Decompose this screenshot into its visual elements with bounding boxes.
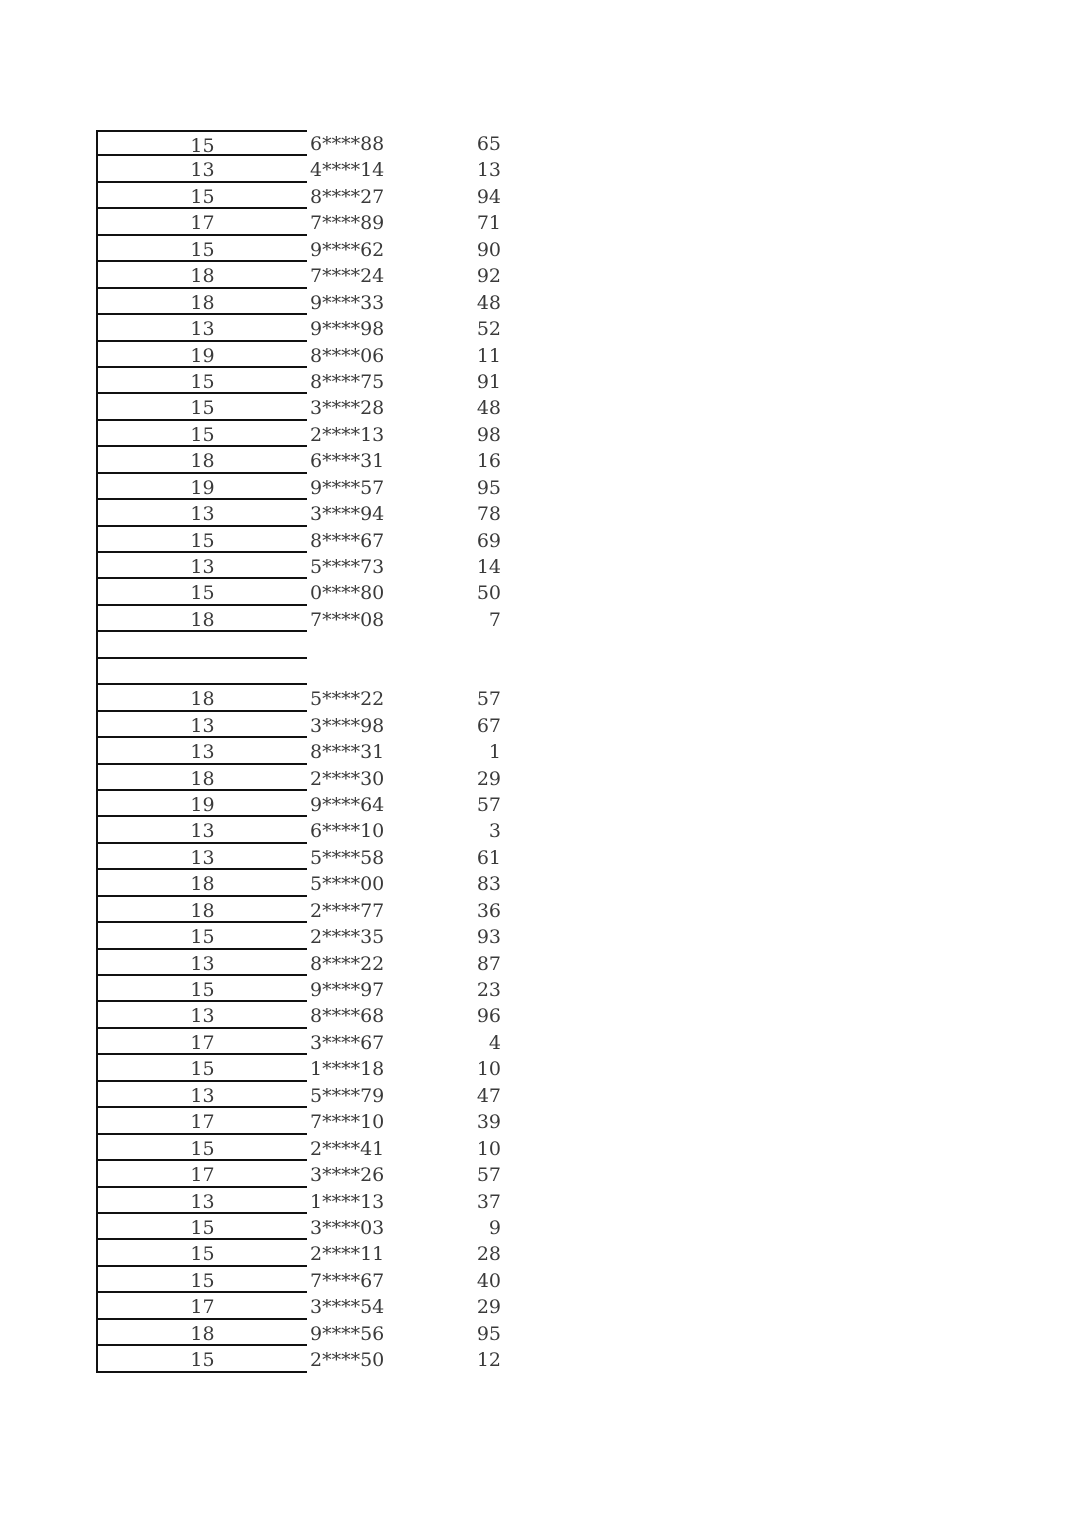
cell-value: 48: [476, 291, 501, 314]
table-row: [96, 236, 516, 262]
cell-prefix: 18: [96, 897, 307, 923]
cell-prefix: 15: [96, 421, 307, 447]
cell-value: 11: [476, 344, 501, 367]
cell-prefix: 15: [96, 1214, 307, 1240]
cell-masked-number: 9****62: [310, 238, 385, 261]
cell-masked-number: 3****98: [310, 714, 385, 737]
cell-masked-number: 5****79: [310, 1084, 385, 1107]
table-row: [96, 659, 516, 685]
cell-prefix: 17: [96, 1108, 307, 1134]
cell-masked-number: 6****88: [310, 133, 385, 155]
cell-prefix: 19: [96, 791, 307, 817]
cell-masked-number: 7****10: [310, 1111, 385, 1134]
cell-masked-number: 8****67: [310, 529, 385, 552]
cell-masked-number: 5****22: [310, 688, 385, 711]
cell-value: 93: [476, 926, 501, 949]
cell-masked-number: 8****27: [310, 185, 385, 208]
cell-value: 57: [476, 688, 501, 711]
cell-value: 50: [476, 582, 501, 605]
table-row: [96, 553, 516, 579]
cell-value: 69: [476, 529, 501, 552]
cell-prefix: 13: [96, 950, 307, 976]
cell-prefix: 18: [96, 447, 307, 473]
table-row: [96, 712, 516, 738]
cell-prefix: 15: [96, 579, 307, 605]
cell-prefix: 18: [96, 262, 307, 288]
table-row: [96, 685, 516, 711]
table-row: [96, 923, 516, 949]
cell-masked-number: 7****89: [310, 212, 385, 235]
table-row: [96, 156, 516, 182]
cell-masked-number: [310, 659, 420, 685]
cell-masked-number: 4****14: [310, 159, 385, 182]
cell-masked-number: 2****41: [310, 1137, 385, 1160]
cell-prefix: 17: [96, 1161, 307, 1187]
table-row: [96, 209, 516, 235]
table-row: [96, 289, 516, 315]
cell-prefix: 15: [96, 1267, 307, 1293]
cell-prefix: 15: [96, 976, 307, 1002]
table-row: [96, 579, 516, 605]
cell-masked-number: 2****11: [310, 1243, 385, 1266]
cell-masked-number: 3****28: [310, 397, 385, 420]
table-row: [96, 421, 516, 447]
cell-masked-number: 5****73: [310, 556, 385, 578]
table-row: [96, 447, 516, 473]
table-row: [96, 1214, 516, 1240]
cell-prefix: 13: [96, 1002, 307, 1028]
cell-prefix: 13: [96, 844, 307, 870]
spreadsheet-table: [96, 130, 516, 1373]
cell-value: 87: [476, 952, 501, 975]
table-row: [96, 897, 516, 923]
table-row: [96, 1267, 516, 1293]
cell-prefix: 13: [96, 156, 307, 182]
cell-prefix: 13: [96, 1082, 307, 1108]
cell-prefix: 17: [96, 1029, 307, 1055]
cell-prefix: 13: [96, 712, 307, 738]
table-row: [96, 342, 516, 368]
cell-value: 57: [476, 1164, 501, 1187]
table-row: [96, 500, 516, 526]
cell-value: 14: [476, 556, 501, 578]
cell-masked-number: 5****58: [310, 846, 385, 869]
cell-prefix: 18: [96, 606, 307, 632]
table-row: [96, 1002, 516, 1028]
cell-value: 36: [476, 899, 501, 922]
cell-value: 29: [476, 767, 501, 790]
cell-prefix: 18: [96, 289, 307, 315]
table-row: [96, 1346, 516, 1372]
cell-value: 91: [476, 370, 501, 393]
cell-prefix: 15: [96, 1055, 307, 1081]
cell-prefix: 13: [96, 553, 307, 579]
cell-value: 48: [476, 397, 501, 420]
cell-masked-number: 3****26: [310, 1164, 385, 1187]
cell-prefix: 15: [96, 394, 307, 420]
cell-masked-number: 2****35: [310, 926, 385, 949]
cell-value: 39: [476, 1111, 501, 1134]
table-row: [96, 1029, 516, 1055]
cell-prefix: 17: [96, 209, 307, 235]
table-row: [96, 315, 516, 341]
cell-value: 12: [476, 1349, 501, 1372]
cell-value: 3: [488, 820, 501, 843]
table-row: [96, 1161, 516, 1187]
cell-prefix: 18: [96, 765, 307, 791]
cell-masked-number: 9****56: [310, 1322, 385, 1345]
cell-value: 10: [476, 1137, 501, 1160]
cell-value: 94: [476, 185, 501, 208]
cell-value: 29: [476, 1296, 501, 1319]
cell-value: 65: [476, 133, 501, 155]
cell-masked-number: 2****13: [310, 423, 385, 446]
cell-prefix: 13: [96, 738, 307, 764]
cell-prefix: 15: [96, 527, 307, 553]
cell-masked-number: 0****80: [310, 582, 385, 605]
table-row: [96, 1240, 516, 1266]
cell-prefix: 15: [96, 1346, 307, 1372]
cell-value: 37: [476, 1190, 501, 1213]
table-row: [96, 870, 516, 896]
cell-prefix: 15: [96, 1240, 307, 1266]
table-row: [96, 1293, 516, 1319]
cell-masked-number: 3****94: [310, 503, 385, 526]
cell-masked-number: [310, 632, 420, 658]
cell-value: 57: [476, 793, 501, 816]
cell-masked-number: 6****31: [310, 450, 385, 473]
cell-value: 47: [476, 1084, 501, 1107]
cell-prefix: 15: [96, 368, 307, 394]
cell-masked-number: 8****75: [310, 370, 385, 393]
cell-value: 96: [476, 1005, 501, 1028]
cell-value: 7: [488, 608, 501, 631]
cell-prefix: 13: [96, 315, 307, 341]
cell-value: 13: [476, 159, 501, 182]
cell-masked-number: 2****77: [310, 899, 385, 922]
cell-masked-number: 9****98: [310, 318, 385, 341]
table-row: [96, 1320, 516, 1346]
cell-prefix: 18: [96, 1320, 307, 1346]
cell-value: 1: [488, 741, 501, 764]
cell-masked-number: 1****18: [310, 1058, 385, 1081]
cell-prefix: 15: [96, 236, 307, 262]
table-row: [96, 950, 516, 976]
cell-masked-number: 8****06: [310, 344, 385, 367]
cell-masked-number: 8****22: [310, 952, 385, 975]
table-row: [96, 394, 516, 420]
cell-prefix: 15: [96, 923, 307, 949]
table-row: [96, 527, 516, 553]
cell-masked-number: 3****54: [310, 1296, 385, 1319]
cell-masked-number: 2****50: [310, 1349, 385, 1372]
table-row: [96, 844, 516, 870]
cell-prefix: [96, 632, 307, 658]
cell-masked-number: 9****64: [310, 793, 385, 816]
cell-masked-number: 3****67: [310, 1031, 385, 1054]
cell-masked-number: 1****13: [310, 1190, 385, 1213]
cell-masked-number: 9****57: [310, 476, 385, 499]
table-row: [96, 368, 516, 394]
cell-masked-number: 9****97: [310, 979, 385, 1001]
cell-prefix: 15: [96, 130, 307, 156]
cell-value: 52: [476, 318, 501, 341]
cell-value: 95: [476, 476, 501, 499]
cell-masked-number: 8****68: [310, 1005, 385, 1028]
cell-prefix: 13: [96, 500, 307, 526]
cell-value: 61: [476, 846, 501, 869]
cell-prefix: 17: [96, 1293, 307, 1319]
cell-masked-number: 2****30: [310, 767, 385, 790]
cell-value: 4: [488, 1031, 501, 1054]
table-row: [96, 1055, 516, 1081]
cell-prefix: 19: [96, 474, 307, 500]
cell-prefix: 15: [96, 183, 307, 209]
cell-value: 98: [476, 423, 501, 446]
table-row: [96, 1082, 516, 1108]
cell-value: 90: [476, 238, 501, 261]
table-row: [96, 1135, 516, 1161]
cell-masked-number: 6****10: [310, 820, 385, 843]
cell-value: 16: [476, 450, 501, 473]
cell-value: 95: [476, 1322, 501, 1345]
table-row: [96, 791, 516, 817]
cell-value: 71: [476, 212, 501, 235]
cell-prefix: 18: [96, 870, 307, 896]
cell-prefix: 13: [96, 817, 307, 843]
cell-value: [426, 659, 501, 685]
cell-value: 83: [476, 873, 501, 896]
cell-masked-number: 8****31: [310, 741, 385, 764]
cell-prefix: 18: [96, 685, 307, 711]
table-row: [96, 1188, 516, 1214]
cell-value: 67: [476, 714, 501, 737]
cell-value: 23: [476, 979, 501, 1001]
cell-masked-number: 9****33: [310, 291, 385, 314]
cell-value: 9: [488, 1216, 501, 1239]
cell-prefix: 13: [96, 1188, 307, 1214]
table-row: [96, 765, 516, 791]
cell-prefix: 15: [96, 1135, 307, 1161]
cell-value: 10: [476, 1058, 501, 1081]
table-row: [96, 976, 516, 1002]
cell-masked-number: 3****03: [310, 1216, 385, 1239]
cell-value: 40: [476, 1269, 501, 1292]
cell-value: 92: [476, 265, 501, 288]
table-row: [96, 632, 516, 658]
table-row: [96, 183, 516, 209]
cell-masked-number: 5****00: [310, 873, 385, 896]
table-row: [96, 738, 516, 764]
table-row: [96, 130, 516, 156]
cell-masked-number: 7****24: [310, 265, 385, 288]
table-row: [96, 262, 516, 288]
cell-masked-number: 7****67: [310, 1269, 385, 1292]
table-row: [96, 474, 516, 500]
table-row: [96, 1108, 516, 1134]
table-row: [96, 817, 516, 843]
table-row: [96, 606, 516, 632]
cell-value: 78: [476, 503, 501, 526]
cell-prefix: 19: [96, 342, 307, 368]
cell-value: 28: [476, 1243, 501, 1266]
cell-value: [426, 632, 501, 658]
cell-masked-number: 7****08: [310, 608, 385, 631]
cell-prefix: [96, 659, 307, 685]
